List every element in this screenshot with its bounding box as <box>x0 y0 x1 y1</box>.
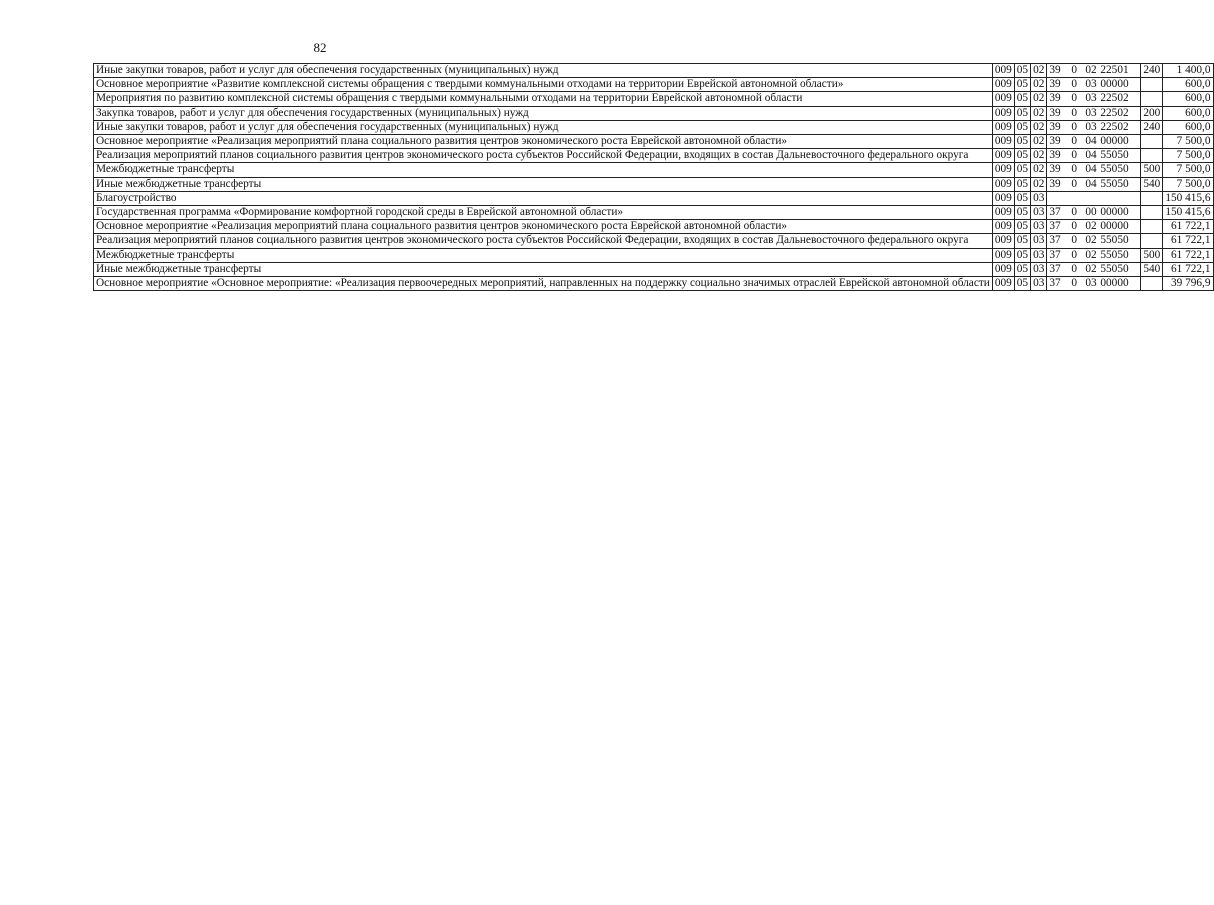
row-name: Реализация мероприятий планов социального развития центров экономического роста субъектов Российской Федерации, входящих в состав Дальневосточного федерального округа <box>94 149 993 163</box>
row-rz-code: 05 <box>1014 248 1030 262</box>
row-gr-code: 009 <box>992 234 1014 248</box>
row-sum: 7 500,0 <box>1163 135 1213 149</box>
row-gr-code: 009 <box>992 135 1014 149</box>
table-body <box>94 64 1214 291</box>
row-rz-code: 05 <box>1014 177 1030 191</box>
row-rz-code: 05 <box>1014 64 1030 78</box>
csr-part-4: 00000 <box>1100 135 1129 148</box>
row-sum: 39 796,9 <box>1163 277 1213 291</box>
csr-part-4: 22502 <box>1100 106 1129 119</box>
row-csr-code <box>1047 149 1141 163</box>
csr-part-2: 0 <box>1071 106 1078 119</box>
row-name: Иные межбюджетные трансферты <box>94 262 993 276</box>
table-row <box>94 64 1214 78</box>
table-row <box>94 149 1214 163</box>
csr-part-4: 00000 <box>1100 220 1129 233</box>
row-name: Основное мероприятие «Развитие комплексной системы обращения с твердыми коммунальными отходами на территории Еврейской автономной области» <box>94 78 993 92</box>
csr-part-4: 55050 <box>1100 262 1129 275</box>
csr-part-2: 0 <box>1071 206 1078 219</box>
table-row <box>94 206 1214 220</box>
row-gr-code: 009 <box>992 78 1014 92</box>
csr-part-2: 0 <box>1071 163 1078 176</box>
csr-part-1: 39 <box>1049 106 1061 119</box>
row-name: Основное мероприятие «Реализация мероприятий плана социального развития центров экономического роста Еврейской автономной области» <box>94 220 993 234</box>
table-row <box>94 135 1214 149</box>
row-gr-code: 009 <box>992 248 1014 262</box>
csr-part-1: 37 <box>1049 262 1061 275</box>
row-gr-code: 009 <box>992 220 1014 234</box>
csr-part-2: 0 <box>1071 120 1078 133</box>
row-rz-code: 05 <box>1014 234 1030 248</box>
row-name: Иные межбюджетные трансферты <box>94 177 993 191</box>
row-pr-code: 02 <box>1031 135 1047 149</box>
row-sum: 61 722,1 <box>1163 220 1213 234</box>
csr-part-4: 00000 <box>1100 206 1129 219</box>
row-csr-code <box>1047 177 1141 191</box>
csr-part-4: 22502 <box>1100 92 1129 105</box>
csr-part-3: 00 <box>1085 206 1097 219</box>
row-name: Благоустройство <box>94 191 993 205</box>
row-gr-code: 009 <box>992 92 1014 106</box>
row-rz-code: 05 <box>1014 191 1030 205</box>
row-pr-code: 03 <box>1031 248 1047 262</box>
row-vr-code <box>1141 277 1163 291</box>
table-row <box>94 248 1214 262</box>
row-vr-code: 500 <box>1141 248 1163 262</box>
row-sum: 600,0 <box>1163 78 1213 92</box>
row-sum: 7 500,0 <box>1163 177 1213 191</box>
row-rz-code: 05 <box>1014 206 1030 220</box>
row-name: Межбюджетные трансферты <box>94 248 993 262</box>
row-vr-code: 200 <box>1141 106 1163 120</box>
csr-part-3: 04 <box>1085 149 1097 162</box>
page-number: 82 <box>313 40 327 55</box>
table-row <box>94 78 1214 92</box>
row-pr-code: 02 <box>1031 78 1047 92</box>
row-vr-code: 540 <box>1141 177 1163 191</box>
table-row <box>94 277 1214 291</box>
row-gr-code: 009 <box>992 191 1014 205</box>
csr-part-1: 37 <box>1049 220 1061 233</box>
row-name: Мероприятия по развитию комплексной системы обращения с твердыми коммунальными отходами на территории Еврейской автономной области <box>94 92 993 106</box>
table-row <box>94 163 1214 177</box>
csr-part-3: 02 <box>1085 220 1097 233</box>
row-rz-code: 05 <box>1014 149 1030 163</box>
csr-part-2: 0 <box>1071 64 1078 76</box>
row-sum: 150 415,6 <box>1163 206 1213 220</box>
table-row <box>94 120 1214 134</box>
csr-part-3: 04 <box>1085 163 1097 176</box>
row-csr-code <box>1047 262 1141 276</box>
table-row <box>94 191 1214 205</box>
row-vr-code <box>1141 191 1163 205</box>
row-pr-code: 02 <box>1031 64 1047 78</box>
row-csr-code <box>1047 248 1141 262</box>
row-name: Основное мероприятие «Реализация мероприятий плана социального развития центров экономического роста Еврейской автономной области» <box>94 135 993 149</box>
row-vr-code <box>1141 220 1163 234</box>
row-sum: 600,0 <box>1163 92 1213 106</box>
row-pr-code: 02 <box>1031 106 1047 120</box>
csr-part-3: 02 <box>1085 248 1097 261</box>
csr-part-1: 39 <box>1049 78 1061 91</box>
row-csr-code <box>1047 163 1141 177</box>
csr-part-2: 0 <box>1071 92 1078 105</box>
row-rz-code: 05 <box>1014 262 1030 276</box>
csr-part-4: 55050 <box>1100 234 1129 247</box>
row-csr-code <box>1047 64 1141 78</box>
csr-part-4: 55050 <box>1100 163 1129 176</box>
budget-table <box>93 63 1214 291</box>
csr-part-2: 0 <box>1071 135 1078 148</box>
row-csr-code <box>1047 220 1141 234</box>
row-rz-code: 05 <box>1014 120 1030 134</box>
row-csr-code <box>1047 206 1141 220</box>
row-gr-code: 009 <box>992 277 1014 291</box>
row-sum: 61 722,1 <box>1163 248 1213 262</box>
csr-part-3: 04 <box>1085 135 1097 148</box>
row-gr-code: 009 <box>992 120 1014 134</box>
row-vr-code: 540 <box>1141 262 1163 276</box>
row-sum: 600,0 <box>1163 120 1213 134</box>
row-rz-code: 05 <box>1014 106 1030 120</box>
row-pr-code: 03 <box>1031 262 1047 276</box>
csr-part-1: 39 <box>1049 177 1061 190</box>
row-vr-code: 240 <box>1141 120 1163 134</box>
row-sum: 600,0 <box>1163 106 1213 120</box>
row-gr-code: 009 <box>992 177 1014 191</box>
row-pr-code: 02 <box>1031 149 1047 163</box>
csr-part-3: 04 <box>1085 177 1097 190</box>
csr-part-1: 39 <box>1049 135 1061 148</box>
csr-part-4: 22501 <box>1100 64 1129 76</box>
csr-part-3: 02 <box>1085 64 1097 76</box>
row-name: Государственная программа «Формирование комфортной городской среды в Еврейской автономной области» <box>94 206 993 220</box>
row-sum: 150 415,6 <box>1163 191 1213 205</box>
table-row <box>94 220 1214 234</box>
table-row <box>94 106 1214 120</box>
row-name: Закупка товаров, работ и услуг для обеспечения государственных (муниципальных) нужд <box>94 106 993 120</box>
csr-part-3: 03 <box>1085 106 1097 119</box>
row-name: Основное мероприятие «Основное мероприятие: «Реализация первоочередных мероприятий, направленных на поддержку социально значимых отраслей Еврейской автономной области <box>94 277 993 291</box>
csr-part-3: 02 <box>1085 234 1097 247</box>
csr-part-4: 55050 <box>1100 248 1129 261</box>
row-vr-code <box>1141 234 1163 248</box>
csr-part-1: 37 <box>1049 206 1061 219</box>
csr-part-4: 22502 <box>1100 120 1129 133</box>
row-sum: 61 722,1 <box>1163 262 1213 276</box>
row-csr-code <box>1047 92 1141 106</box>
row-gr-code: 009 <box>992 149 1014 163</box>
csr-part-4: 55050 <box>1100 149 1129 162</box>
row-gr-code: 009 <box>992 262 1014 276</box>
row-name: Иные закупки товаров, работ и услуг для обеспечения государственных (муниципальных) нужд <box>94 120 993 134</box>
row-sum: 1 400,0 <box>1163 64 1213 78</box>
csr-part-3: 02 <box>1085 262 1097 275</box>
csr-part-1: 37 <box>1049 277 1061 290</box>
row-gr-code: 009 <box>992 163 1014 177</box>
csr-part-1: 37 <box>1049 234 1061 247</box>
table-row <box>94 92 1214 106</box>
row-rz-code: 05 <box>1014 92 1030 106</box>
row-sum: 7 500,0 <box>1163 163 1213 177</box>
row-csr-code <box>1047 234 1141 248</box>
row-vr-code <box>1141 206 1163 220</box>
row-vr-code <box>1141 149 1163 163</box>
row-rz-code: 05 <box>1014 220 1030 234</box>
csr-part-3: 03 <box>1085 92 1097 105</box>
csr-part-2: 0 <box>1071 78 1078 91</box>
row-pr-code: 03 <box>1031 220 1047 234</box>
row-rz-code: 05 <box>1014 163 1030 177</box>
row-pr-code: 02 <box>1031 92 1047 106</box>
csr-part-1: 39 <box>1049 64 1061 76</box>
csr-part-1: 37 <box>1049 248 1061 261</box>
row-sum: 61 722,1 <box>1163 234 1213 248</box>
row-rz-code: 05 <box>1014 277 1030 291</box>
csr-part-2: 0 <box>1071 277 1078 290</box>
csr-part-2: 0 <box>1071 234 1078 247</box>
csr-part-1: 39 <box>1049 163 1061 176</box>
csr-part-2: 0 <box>1071 149 1078 162</box>
row-name: Межбюджетные трансферты <box>94 163 993 177</box>
csr-part-3: 03 <box>1085 78 1097 91</box>
row-csr-code <box>1047 191 1141 205</box>
row-csr-code <box>1047 106 1141 120</box>
row-pr-code: 03 <box>1031 191 1047 205</box>
csr-part-2: 0 <box>1071 177 1078 190</box>
csr-part-2: 0 <box>1071 220 1078 233</box>
row-pr-code: 03 <box>1031 277 1047 291</box>
csr-part-4: 55050 <box>1100 177 1129 190</box>
row-gr-code: 009 <box>992 206 1014 220</box>
csr-part-4: 00000 <box>1100 277 1129 290</box>
row-pr-code: 02 <box>1031 163 1047 177</box>
row-vr-code: 500 <box>1141 163 1163 177</box>
csr-part-1: 39 <box>1049 149 1061 162</box>
row-gr-code: 009 <box>992 106 1014 120</box>
row-vr-code: 240 <box>1141 64 1163 78</box>
row-name: Иные закупки товаров, работ и услуг для обеспечения государственных (муниципальных) нужд <box>94 64 993 78</box>
row-sum: 7 500,0 <box>1163 149 1213 163</box>
row-csr-code <box>1047 120 1141 134</box>
row-gr-code: 009 <box>992 64 1014 78</box>
row-name: Реализация мероприятий планов социального развития центров экономического роста субъектов Российской Федерации, входящих в состав Дальневосточного федерального округа <box>94 234 993 248</box>
row-vr-code <box>1141 78 1163 92</box>
row-pr-code: 03 <box>1031 206 1047 220</box>
row-rz-code: 05 <box>1014 78 1030 92</box>
row-csr-code <box>1047 277 1141 291</box>
csr-part-2: 0 <box>1071 262 1078 275</box>
csr-part-4: 00000 <box>1100 78 1129 91</box>
csr-part-1: 39 <box>1049 120 1061 133</box>
csr-part-2: 0 <box>1071 248 1078 261</box>
table-row <box>94 234 1214 248</box>
row-pr-code: 02 <box>1031 120 1047 134</box>
csr-part-3: 03 <box>1085 277 1097 290</box>
row-vr-code <box>1141 135 1163 149</box>
row-csr-code <box>1047 135 1141 149</box>
row-csr-code <box>1047 78 1141 92</box>
row-pr-code: 02 <box>1031 177 1047 191</box>
row-vr-code <box>1141 92 1163 106</box>
table-row <box>94 262 1214 276</box>
table-row <box>94 177 1214 191</box>
row-pr-code: 03 <box>1031 234 1047 248</box>
row-rz-code: 05 <box>1014 135 1030 149</box>
csr-part-1: 39 <box>1049 92 1061 105</box>
csr-part-3: 03 <box>1085 120 1097 133</box>
